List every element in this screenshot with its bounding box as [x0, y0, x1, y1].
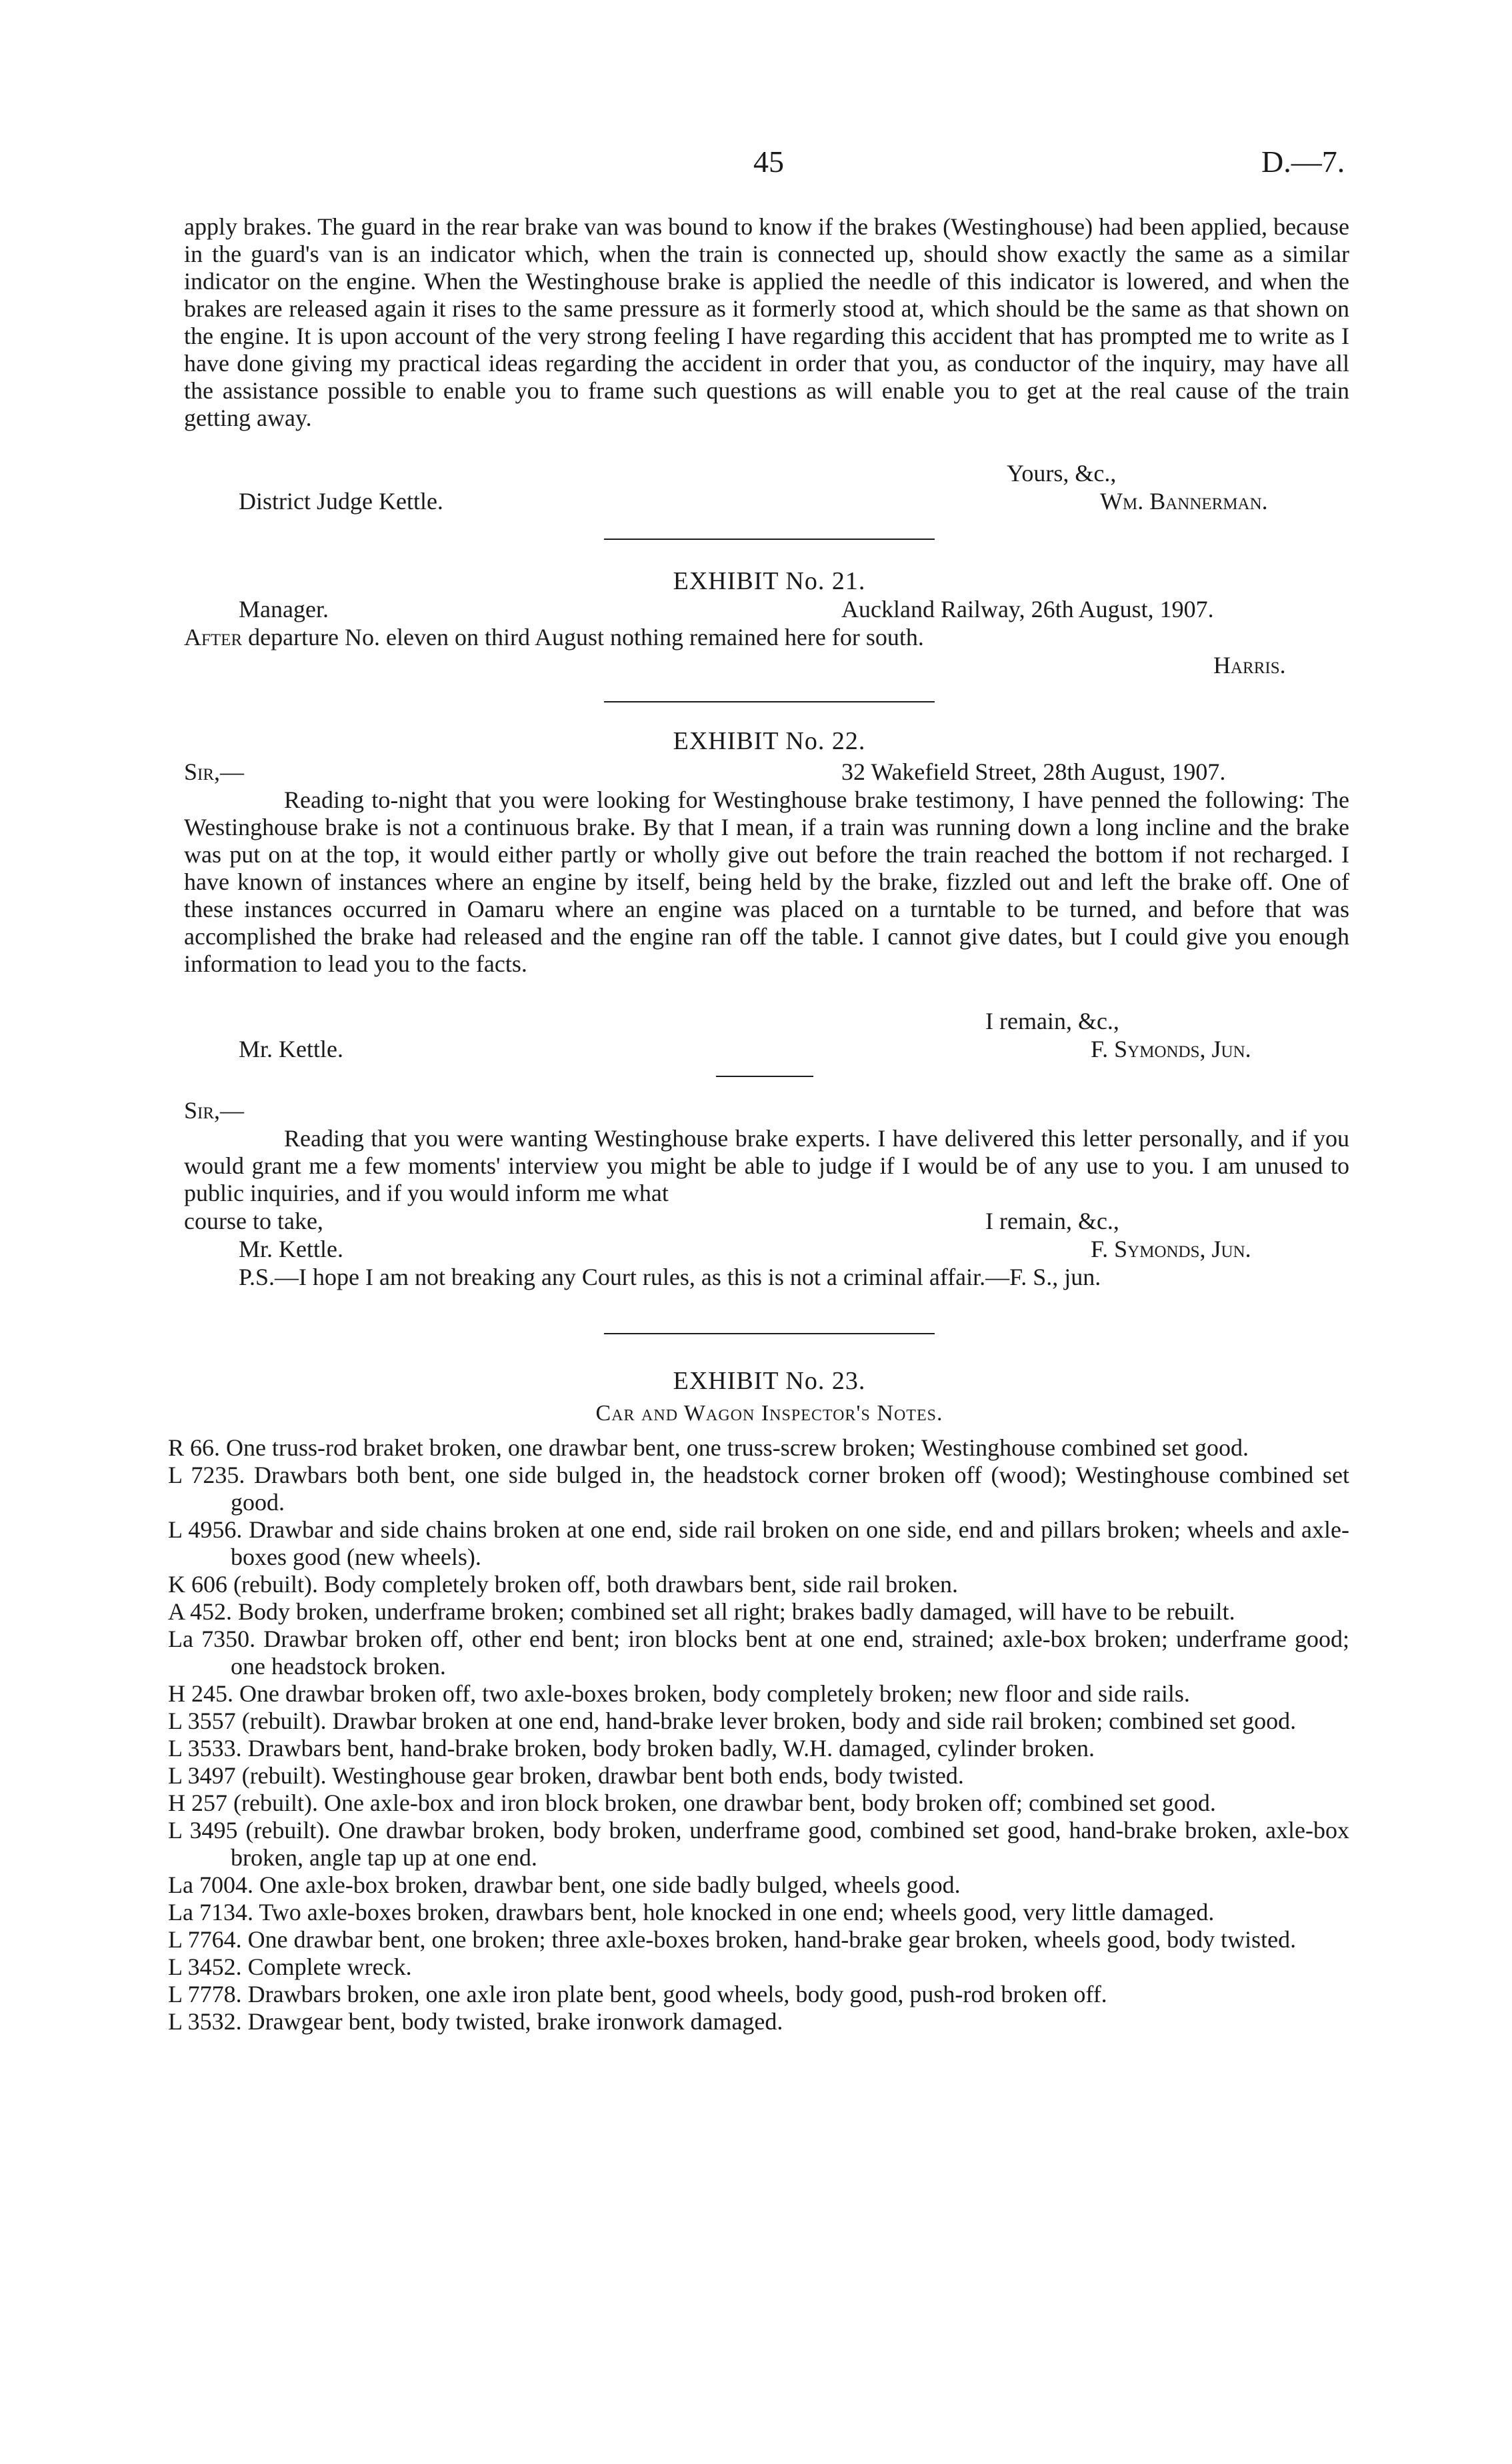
- second-letter-signature: F. Symonds, Jun.: [1091, 1236, 1251, 1262]
- exhibit-21-place-date: Auckland Railway, 26th August, 1907.: [841, 596, 1214, 622]
- list-item: H 257 (rebuilt). One axle-box and iron block broken, one drawbar bent, body broken off; combined set good.: [168, 1790, 1216, 1816]
- list-item: K 606 (rebuilt). Body completely broken off, both drawbars bent, side rail broken.: [168, 1571, 959, 1598]
- divider-rule: [604, 701, 935, 702]
- list-item: La 7134. Two axle-boxes broken, drawbars bent, hole knocked in one end; wheels good, very little damaged.: [168, 1899, 1215, 1925]
- exhibit-23-title: EXHIBIT No. 23.: [673, 1367, 866, 1395]
- exhibit-21-to: Manager.: [239, 596, 329, 622]
- second-letter-closing: I remain, &c.,: [985, 1208, 1119, 1234]
- exhibit-22-addressee: Mr. Kettle.: [239, 1036, 343, 1062]
- exhibit-22-closing: I remain, &c.,: [985, 1008, 1119, 1034]
- exhibit-22-title: EXHIBIT No. 22.: [673, 727, 866, 755]
- exhibit-22-signature: F. Symonds, Jun.: [1091, 1036, 1251, 1062]
- page-number: 45: [753, 145, 784, 179]
- second-letter-addressee: Mr. Kettle.: [239, 1236, 343, 1262]
- list-item: L 3557 (rebuilt). Drawbar broken at one end, hand-brake lever broken, body and side rail broken; combined set good.: [168, 1708, 1297, 1734]
- bannerman-addressee: District Judge Kettle.: [239, 488, 443, 515]
- list-item: L 3532. Drawgear bent, body twisted, brake ironwork damaged.: [168, 2008, 783, 2035]
- list-item: A 452. Body broken, underframe broken; combined set all right; brakes badly damaged, will have to be rebuilt.: [168, 1598, 1235, 1625]
- list-item: L 3452. Complete wreck.: [168, 1953, 412, 1980]
- divider-rule-short: [716, 1076, 813, 1077]
- list-item: L 7235. Drawbars both bent, one side bulged in, the headstock corner broken off (wood); Westinghouse combined set good.: [168, 1462, 1349, 1516]
- exhibit-21-signature: Harris.: [1213, 652, 1286, 678]
- list-item: La 7004. One axle-box broken, drawbar bent, one side badly bulged, wheels good.: [168, 1871, 961, 1898]
- exhibit-22-letter-body: Reading to-night that you were looking for Westinghouse brake testimony, I have penned the following: The Westinghouse brake is not a continuous brake. By that I mean, if a train was running down a long incline and the brake was put on at the top, it would either partly or wholly give out before the train reached the bottom if not recharged. I have known of instances where an engine by itself, being held by the brake, fizzled out and left the brake off. One of these instances occurred in Oamaru where an engine was placed on a turntable to be turned, and before that was accomplished the brake had released and the engine ran off the table. I cannot give dates, but I could give you enough information to lead you to the facts.: [184, 786, 1349, 977]
- exhibit-22-address: 32 Wakefield Street, 28th August, 1907.: [841, 758, 1226, 785]
- list-item: L 3495 (rebuilt). One drawbar broken, body broken, underframe good, combined set good, hand-brake broken, axle-box broken, angle tap up at one end.: [168, 1817, 1349, 1871]
- second-letter-body: Reading that you were wanting Westinghouse brake experts. I have delivered this letter personally, and if you would grant me a few moments' interview you might be able to judge if I would be of any use to you. I am unused to public inquiries, and if you would inform me what: [184, 1125, 1349, 1206]
- list-item: L 3533. Drawbars bent, hand-brake broken, body broken badly, W.H. damaged, cylinder broken.: [168, 1735, 1095, 1762]
- exhibit-21-body-text: departure No. eleven on third August nothing remained here for south.: [242, 624, 924, 650]
- exhibit-22-salutation: Sir,—: [184, 758, 245, 785]
- exhibit-21-body-lead: After: [184, 624, 243, 650]
- divider-rule: [604, 539, 935, 540]
- bannerman-closing: Yours, &c.,: [1007, 460, 1117, 487]
- exhibit-23-subtitle: Car and Wagon Inspector's Notes.: [595, 1401, 943, 1426]
- exhibit-21-title: EXHIBIT No. 21.: [673, 567, 866, 595]
- postscript: P.S.—I hope I am not breaking any Court rules, as this is not a criminal affair.—F. S., jun.: [239, 1264, 1101, 1290]
- divider-rule: [604, 1333, 935, 1334]
- inspector-notes-list: [168, 1434, 1349, 2035]
- exhibit-21-body: [184, 624, 924, 651]
- second-letter-body-last: course to take,: [184, 1208, 323, 1234]
- list-item: H 245. One drawbar broken off, two axle-boxes broken, body completely broken; new floor and side rails.: [168, 1680, 1190, 1707]
- list-item: R 66. One truss-rod braket broken, one drawbar bent, one truss-screw broken; Westinghouse combined set good.: [168, 1434, 1249, 1461]
- second-letter-salutation: Sir,—: [184, 1097, 245, 1124]
- bannerman-signature: Wm. Bannerman.: [1100, 488, 1268, 515]
- list-item: L 3497 (rebuilt). Westinghouse gear broken, drawbar bent both ends, body twisted.: [168, 1762, 964, 1789]
- list-item: L 4956. Drawbar and side chains broken at one end, side rail broken on one side, end and pillars broken; wheels and axle-boxes good (new wheels).: [168, 1516, 1349, 1570]
- list-item: L 7778. Drawbars broken, one axle iron plate bent, good wheels, body good, push-rod broken off.: [168, 1981, 1107, 2007]
- list-item: L 7764. One drawbar bent, one broken; three axle-boxes broken, hand-brake gear broken, wheels good, body twisted.: [168, 1926, 1297, 1953]
- list-item: La 7350. Drawbar broken off, other end bent; iron blocks bent at one end, strained; axle-box broken; underframe good; one headstock broken.: [168, 1626, 1349, 1680]
- bannerman-letter-body: apply brakes. The guard in the rear brake van was bound to know if the brakes (Westinghouse) had been applied, because in the guard's van is an indicator which, when the train is connected up, should show exactly the same as a similar indicator on the engine. When the Westinghouse brake is applied the needle of this indicator is lowered, and when the brakes are released again it rises to the same pressure as it formerly stood at, which should be the same as that shown on the engine. It is upon account of the very strong feeling I have regarding this accident that has prompted me to write as I have done giving my practical ideas regarding the accident in order that you, as conductor of the inquiry, may have all the assistance possible to enable you to frame such questions as will enable you to get at the real cause of the train getting away.: [184, 213, 1349, 431]
- document-reference: D.—7.: [1261, 145, 1345, 179]
